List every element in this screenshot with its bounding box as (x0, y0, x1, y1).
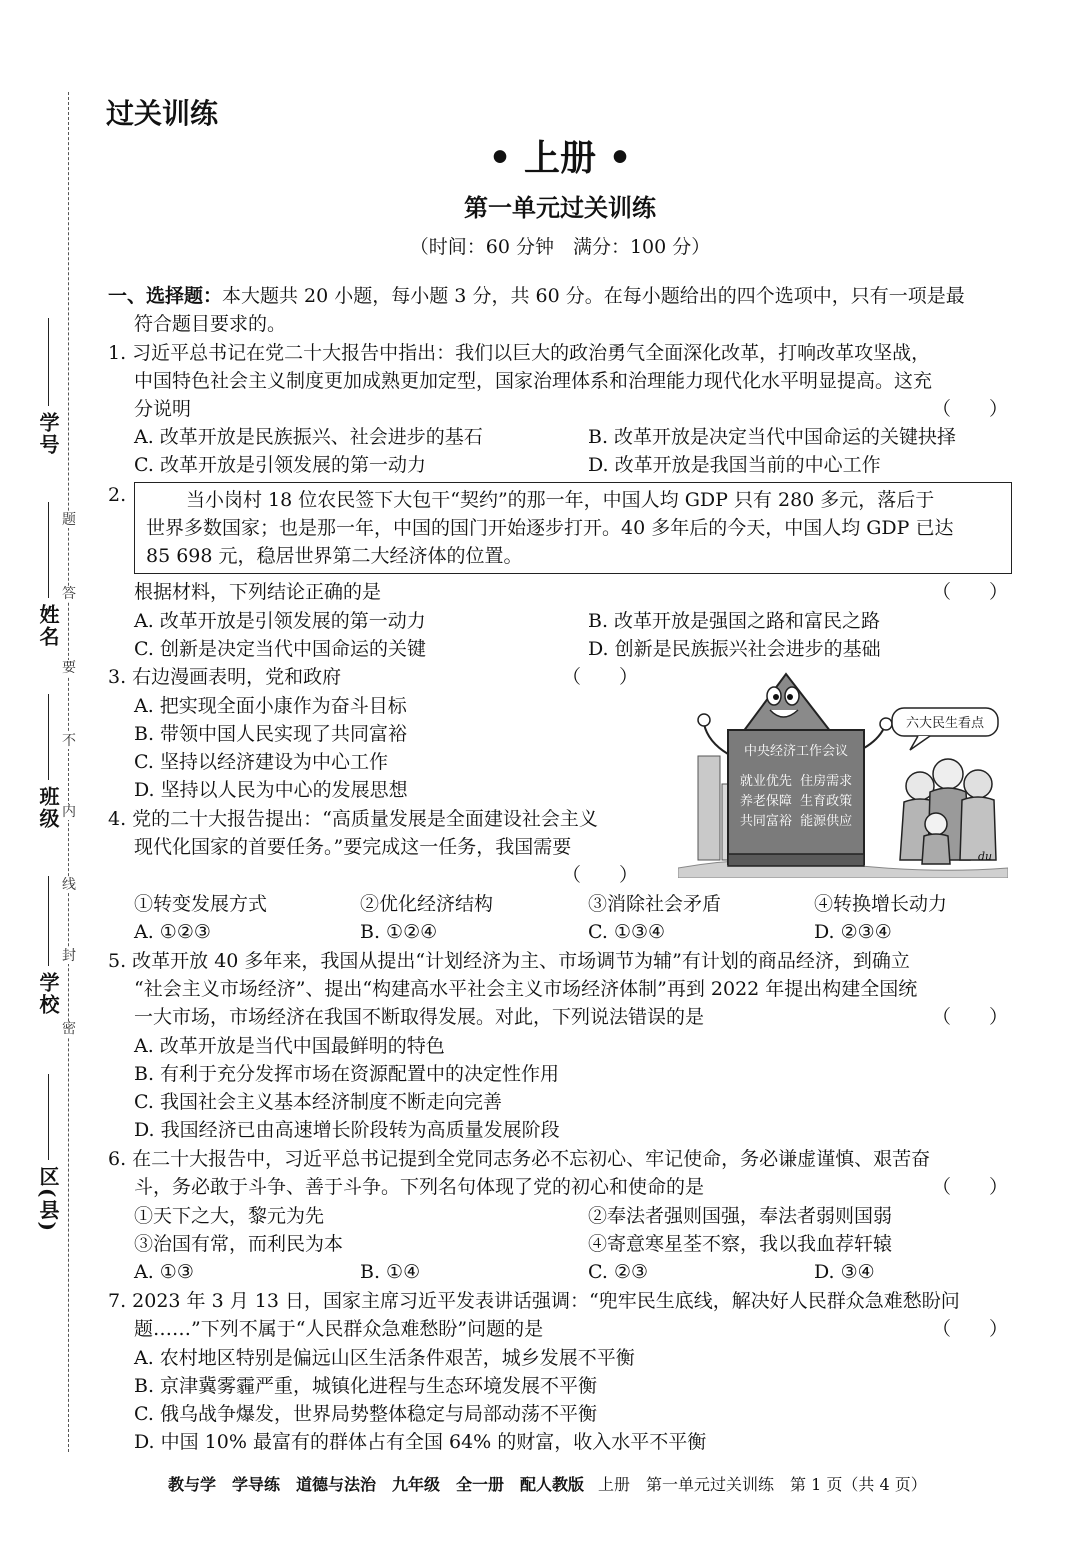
page-footer (168, 1472, 927, 1495)
q4-answer-paren[interactable]: （ ） (562, 864, 639, 886)
cartoon-sign-title: 中央经济工作会议 (743, 744, 848, 759)
q5-option-d[interactable]: D. 我国经济已由高速增长阶段转为高质量发展阶段 (134, 1119, 560, 1141)
q4-item-2: ②优化经济结构 (360, 893, 494, 915)
section1-title (108, 282, 965, 310)
q5-stem-line2: “社会主义市场经济”、提出“构建高水平社会主义市场经济体制”再到 2022 年提出构建全国统 (134, 978, 918, 1000)
q6-option-b[interactable]: B. ①④ (360, 1261, 421, 1283)
q5-stem-line3: 一大市场，市场经济在我国不断取得发展。对此，下列说法错误的是 (134, 1006, 705, 1028)
footer-book-title: 教与学 学导练 道德与法治 九年级 全一册 配人教版 (168, 1475, 585, 1494)
school-blank (48, 876, 49, 966)
class-label: 班级 (36, 786, 60, 830)
q1-answer-paren[interactable]: （ ） (932, 398, 1009, 420)
district-blank (48, 1074, 49, 1160)
q3-option-b[interactable]: B. 带领中国人民实现了共同富裕 (134, 723, 408, 745)
seal-char: 不 (62, 733, 76, 749)
q3-option-d[interactable]: D. 坚持以人民为中心的发展思想 (134, 779, 408, 801)
name-blank (48, 502, 49, 598)
seal-char: 要 (62, 660, 76, 676)
section1-title-line2: 符合题目要求的。 (134, 313, 287, 335)
volume-title: • 上册 • (488, 137, 632, 179)
q4-option-c[interactable]: C. ①③④ (588, 921, 666, 943)
q7-option-d[interactable]: D. 中国 10% 最富有的群体占有全国 64% 的财富，收入水平不平衡 (134, 1431, 707, 1453)
footer-page-info: 上册 第一单元过关训练 第 1 页（共 4 页） (598, 1475, 927, 1494)
student-id-blank (48, 318, 49, 406)
cartoon-illustration (678, 664, 1008, 878)
q6-option-a[interactable]: A. ①③ (134, 1261, 194, 1283)
q2-material-line3: 85 698 元，稳居世界第二大经济体的位置。 (146, 545, 523, 567)
q6-option-c[interactable]: C. ②③ (588, 1261, 649, 1283)
q6-stem-line1: 6. 在二十大报告中，习近平总书记提到全党同志务必不忘初心、牢记使命，务必谦虚谨慎、艰苦奋 (108, 1148, 931, 1170)
q6-option-d[interactable]: D. ③④ (814, 1261, 875, 1283)
name-label: 姓名 (36, 604, 60, 648)
cartoon-sign-row1: 就业优先 住房需求 (739, 774, 853, 789)
q7-answer-paren[interactable]: （ ） (932, 1318, 1009, 1340)
q5-answer-paren[interactable]: （ ） (932, 1006, 1009, 1028)
class-blank (48, 694, 49, 780)
q6-item-3: ③治国有常，而利民为本 (134, 1233, 344, 1255)
cartoon-signature: du (978, 850, 993, 863)
binding-dash-line (68, 92, 69, 1452)
q4-option-d[interactable]: D. ②③④ (814, 921, 892, 943)
q4-item-1: ①转变发展方式 (134, 893, 268, 915)
q2-answer-paren[interactable]: （ ） (932, 581, 1009, 603)
q1-option-a[interactable]: A. 改革开放是民族振兴、社会进步的基石 (134, 426, 483, 448)
q1-stem-line2: 中国特色社会主义制度更加成熟更加定型，国家治理体系和治理能力现代化水平明显提高。这充 (134, 370, 933, 392)
q2-number: 2. (108, 484, 127, 506)
cartoon-bubble-text: 六大民生看点 (905, 716, 984, 731)
student-id-label: 学号 (36, 412, 60, 456)
seal-char: 密 (62, 1021, 76, 1037)
q7-option-c[interactable]: C. 俄乌战争爆发，世界局势整体稳定与局部动荡不平衡 (134, 1403, 597, 1425)
q3-option-a[interactable]: A. 把实现全面小康作为奋斗目标 (134, 695, 407, 717)
q7-option-b[interactable]: B. 京津冀雾霾严重，城镇化进程与生态环境发展不平衡 (134, 1375, 598, 1397)
q2-option-d[interactable]: D. 创新是民族振兴社会进步的基础 (588, 638, 881, 660)
seal-char: 封 (62, 948, 76, 964)
seal-char: 内 (62, 804, 76, 820)
q1-option-c[interactable]: C. 改革开放是引领发展的第一动力 (134, 454, 426, 476)
q5-stem-line1: 5. 改革开放 40 多年来，我国从提出“计划经济为主、市场调节为辅”有计划的商品经济，到确立 (108, 950, 910, 972)
q6-answer-paren[interactable]: （ ） (932, 1176, 1009, 1198)
q5-option-c[interactable]: C. 我国社会主义基本经济制度不断走向完善 (134, 1091, 502, 1113)
section1-title-bold: 一、选择题： (108, 285, 223, 307)
school-label: 学校 (36, 972, 60, 1016)
q1-stem-line1: 1. 习近平总书记在党二十大报告中指出：我们以巨大的政治勇气全面深化改革，打响改革攻坚战， (108, 342, 931, 364)
q2-material-line2: 世界多数国家；也是那一年，中国的国门开始逐步打开。40 多年后的今天，中国人均 GDP 已达 (146, 517, 954, 539)
q4-stem-line2: 现代化国家的首要任务。”要完成这一任务，我国需要 (134, 836, 572, 858)
q5-option-a[interactable]: A. 改革开放是当代中国最鲜明的特色 (134, 1035, 445, 1057)
q4-option-b[interactable]: B. ①②④ (360, 921, 438, 943)
q1-stem-line3: 分说明 (134, 398, 192, 420)
q1-option-d[interactable]: D. 改革开放是我国当前的中心工作 (588, 454, 881, 476)
q7-stem-line1: 7. 2023 年 3 月 13 日，国家主席习近平发表讲话强调：“兜牢民生底线，解决好人民群众急难愁盼问 (108, 1290, 960, 1312)
seal-char: 题 (62, 512, 76, 528)
q5-option-b[interactable]: B. 有利于充分发挥市场在资源配置中的决定性作用 (134, 1063, 560, 1085)
district-label: 区(县) (36, 1166, 60, 1233)
seal-char: 线 (62, 877, 76, 893)
q7-stem-line2: 题……”下列不属于“人民群众急难愁盼”问题的是 (134, 1318, 544, 1340)
q3-stem: 3. 右边漫画表明，党和政府 (108, 666, 342, 688)
q6-item-2: ②奉法者强则国强，奉法者弱则国弱 (588, 1205, 893, 1227)
q7-option-a[interactable]: A. 农村地区特别是偏远山区生活条件艰苦，城乡发展不平衡 (134, 1347, 635, 1369)
page-title: 第一单元过关训练 (464, 193, 656, 222)
section1-title-rest: 本大题共 20 小题，每小题 3 分，共 60 分。在每小题给出的四个选项中，只有一项是最 (222, 285, 965, 307)
q4-item-3: ③消除社会矛盾 (588, 893, 722, 915)
q4-option-a[interactable]: A. ①②③ (134, 921, 211, 943)
q6-stem-line2: 斗，务必敢于斗争、善于斗争。下列名句体现了党的初心和使命的是 (134, 1176, 705, 1198)
seal-char: 答 (62, 586, 76, 602)
q6-item-4: ④寄意寒星荃不察，我以我血荐轩辕 (588, 1233, 893, 1255)
q2-option-c[interactable]: C. 创新是决定当代中国命运的关键 (134, 638, 426, 660)
cartoon-sign-row2: 养老保障 生育政策 (739, 794, 853, 809)
q4-item-4: ④转换增长动力 (814, 893, 948, 915)
section-heading: 过关训练 (106, 97, 219, 130)
cartoon-sign-row3: 共同富裕 能源供应 (739, 814, 853, 829)
q6-item-1: ①天下之大，黎元为先 (134, 1205, 325, 1227)
q2-material-line1: 当小岗村 18 位农民签下大包干“契约”的那一年，中国人均 GDP 只有 280 多元，落后于 (186, 489, 935, 511)
q3-answer-paren[interactable]: （ ） (562, 666, 639, 688)
q4-stem-line1: 4. 党的二十大报告提出：“高质量发展是全面建设社会主义 (108, 808, 598, 830)
exam-meta: （时间：60 分钟 满分：100 分） (409, 236, 711, 258)
q3-option-c[interactable]: C. 坚持以经济建设为中心工作 (134, 751, 388, 773)
q1-option-b[interactable]: B. 改革开放是决定当代中国命运的关键抉择 (588, 426, 957, 448)
q2-stem: 根据材料，下列结论正确的是 (134, 581, 382, 603)
q2-option-b[interactable]: B. 改革开放是强国之路和富民之路 (588, 610, 881, 632)
q2-option-a[interactable]: A. 改革开放是引领发展的第一动力 (134, 610, 426, 632)
